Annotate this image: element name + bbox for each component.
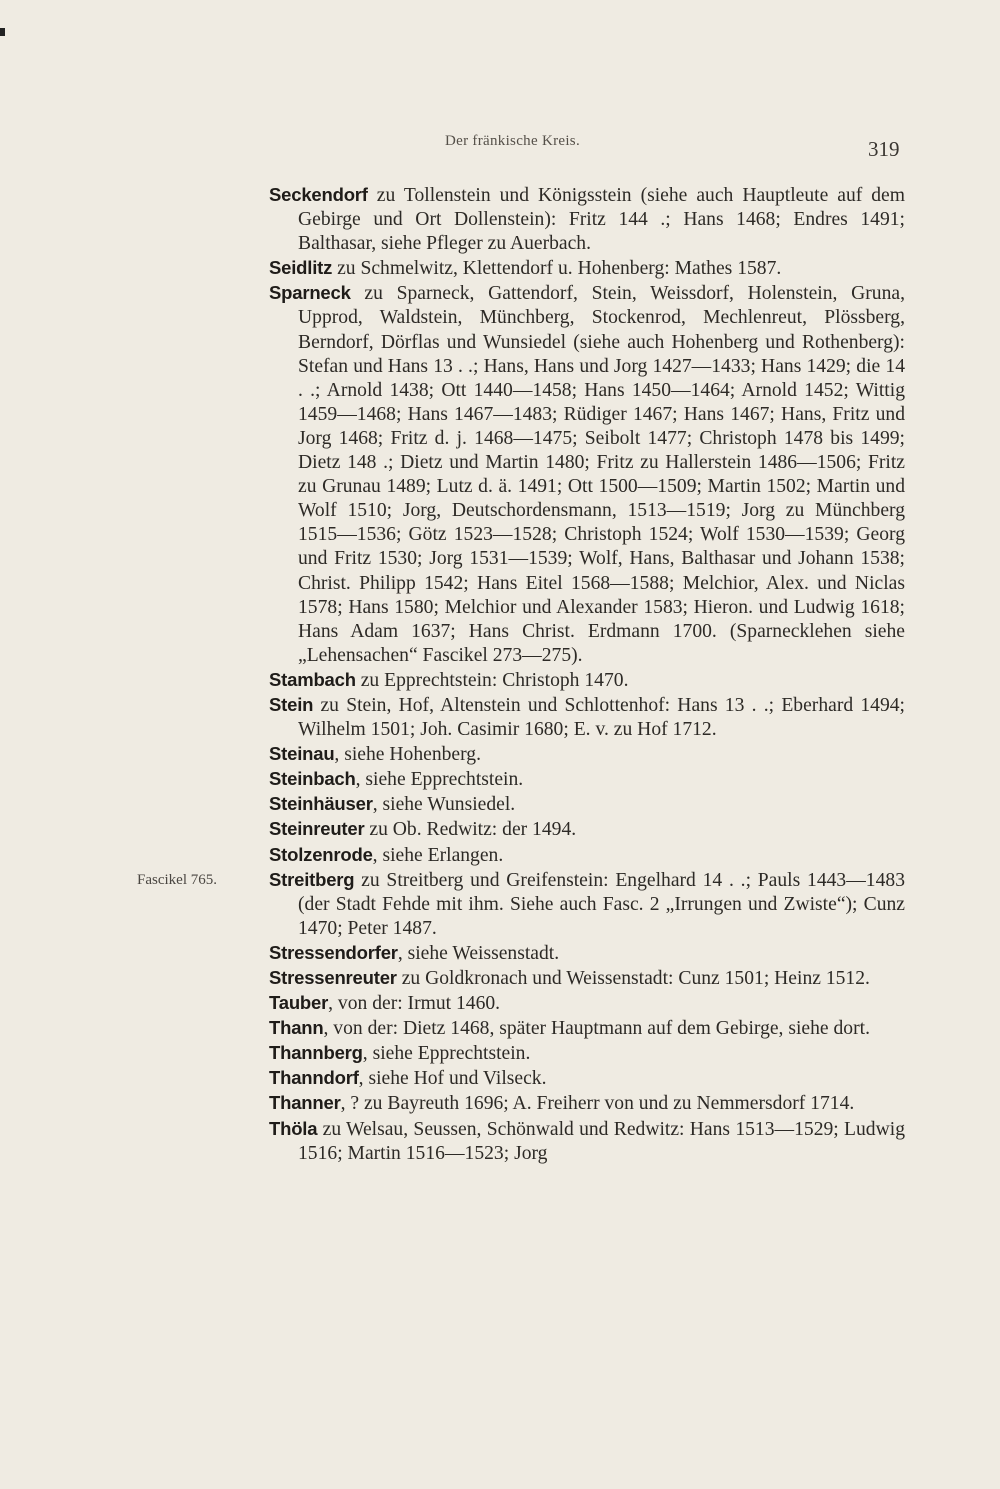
entry-thoela: [269, 1117, 905, 1166]
entry-headword: Stolzenrode: [269, 843, 373, 865]
entry-text: , siehe Wunsiedel.: [372, 794, 516, 816]
entry-stressendorfer: [269, 941, 905, 966]
register-entries: [137, 183, 905, 1166]
entry-text: zu Sparneck, Gattendorf, Stein, Weissdorf, Holenstein, Gruna, Upprod, Waldstein, Münchberg, Stockenrod, Mechlenreut, Plössberg, Berndorf, Dörflas und Wunsiedel (siehe auch Hohenberg und Rothenberg): Stefan und Hans 13 . .; Hans, Hans und Jorg 1427—1433; Hans 1429; die 14 . .; Arnold 1438; Ott 1440—1458; Hans 1450—1464; Arnold 1452; Wittig 1459—1468; Hans 1467—1483; Rüdiger 1467; Hans 1467; Hans, Fritz und Jorg 1468; Fritz d. j. 1468—1475; Seibolt 1477; Christoph 1478 bis 1499; Dietz 148 .; Dietz und Martin 1480; Fritz zu Hallerstein 1486—1506; Fritz zu Grunau 1489; Lutz d. ä. 1491; Ott 1500—1509; Martin 1502; Martin und Wolf 1510; Jorg, Deutschordensmann, 1513—1519; Jorg zu Münchberg 1515—1536; Götz 1523—1528; Christoph 1524; Wolf 1530—1539; Georg und Fritz 1530; Jorg 1531—1539; Wolf, Hans, Balthasar und Johann 1538; Christ. Philipp 1542; Hans Eitel 1568—1588; Melchior, Alex. und Niclas 1578; Hans 1580; Melchior und Alexander 1583; Hieron. und Ludwig 1618; Hans Adam 1637; Hans Christ. Erdmann 1700. (Sparnecklehen siehe „Lehensachen“ Fascikel 273—275).: [298, 283, 905, 666]
entry-steinbach: [269, 767, 905, 792]
entry-thannberg: [269, 1041, 905, 1066]
entry-headword: Steinreuter: [269, 818, 365, 840]
entry-headword: Thanner: [269, 1092, 341, 1114]
entry-steinreuter: [269, 817, 905, 842]
entry-text: , siehe Weissenstadt.: [397, 942, 560, 964]
entry-text: , siehe Erlangen.: [372, 844, 504, 866]
entry-text: , siehe Hohenberg.: [334, 744, 481, 766]
entry-thanndorf: [269, 1066, 905, 1091]
entry-headword: Thannberg: [269, 1042, 363, 1064]
edge-ink-mark: [0, 28, 5, 36]
entry-stein: [269, 693, 905, 742]
entry-text: , siehe Epprechtstein.: [362, 1043, 531, 1065]
entry-headword: Thöla: [269, 1117, 318, 1139]
entry-text: , von der: Dietz 1468, später Hauptmann auf dem Gebirge, siehe dort.: [323, 1018, 870, 1040]
entry-headword: Stressendorfer: [269, 941, 398, 963]
entry-stressenreuter: [269, 966, 905, 991]
entry-text: , von der: Irmut 1460.: [328, 993, 501, 1015]
entry-text: zu Schmelwitz, Klettendorf u. Hohenberg: Mathes 1587.: [332, 258, 782, 280]
entry-headword: Seidlitz: [269, 257, 333, 279]
entry-steinau: [269, 742, 905, 767]
entry-text: zu Welsau, Seussen, Schönwald und Redwitz: Hans 1513—1529; Ludwig 1516; Martin 1516—1523; Jorg: [298, 1118, 905, 1164]
entry-text: , siehe Epprechtstein.: [355, 769, 524, 791]
entry-streitberg: [137, 868, 905, 941]
entry-text: , ? zu Bayreuth 1696; A. Freiherr von und zu Nemmersdorf 1714.: [340, 1093, 855, 1115]
margin-note: Fascikel 765.: [137, 871, 217, 888]
entry-headword: Thanndorf: [269, 1067, 359, 1089]
entry-sparneck: [269, 281, 905, 668]
entry-text: zu Stein, Hof, Altenstein und Schlottenhof: Hans 13 . .; Eberhard 1494; Wilhelm 1501; Joh. Casimir 1680; E. v. zu Hof 1712.: [298, 694, 905, 741]
entry-headword: Stein: [269, 693, 314, 715]
entry-seckendorf: [269, 183, 905, 256]
entry-headword: Steinbach: [269, 768, 356, 790]
running-head-title: Der fränkische Kreis.: [445, 133, 580, 149]
running-head: [0, 133, 1000, 161]
entry-steinhaeuser: [269, 792, 905, 817]
entry-headword: Sparneck: [269, 282, 351, 304]
entry-stolzenrode: [269, 843, 905, 868]
entry-headword: Thann: [269, 1017, 324, 1039]
entry-headword: Stambach: [269, 668, 356, 690]
entry-tauber: [269, 991, 905, 1016]
entry-text: zu Ob. Redwitz: der 1494.: [364, 819, 577, 841]
page-number: 319: [868, 137, 900, 161]
entry-headword: Tauber: [269, 992, 329, 1014]
entry-seidlitz: [269, 256, 905, 281]
entry-text: zu Tollenstein und Königsstein (siehe auch Hauptleute auf dem Gebirge und Ort Dollenstein): Fritz 144 .; Hans 1468; Endres 1491; Balthasar, siehe Pfleger zu Auerbach.: [298, 185, 905, 255]
entry-text: zu Epprechtstein: Christoph 1470.: [355, 669, 629, 691]
entry-text: zu Streitberg und Greifenstein: Engelhard 14 . .; Pauls 1443—1483 (der Stadt Fehde mit ihm. Siehe auch Fasc. 2 „Irrungen und Zwiste“); Cunz 1470; Peter 1487.: [298, 869, 905, 939]
entry-headword: Streitberg: [269, 868, 355, 890]
entry-headword: Steinau: [269, 743, 335, 765]
entry-headword: Stressenreuter: [269, 967, 397, 988]
entry-thann: [269, 1016, 905, 1041]
entry-text: , siehe Hof und Vilseck.: [358, 1068, 547, 1090]
entry-stambach: [269, 668, 905, 693]
entry-headword: Seckendorf: [269, 184, 368, 205]
entry-thanner: [269, 1091, 905, 1116]
entry-text: zu Goldkronach und Weissenstadt: Cunz 1501; Heinz 1512.: [396, 968, 870, 989]
entry-headword: Steinhäuser: [269, 793, 373, 815]
